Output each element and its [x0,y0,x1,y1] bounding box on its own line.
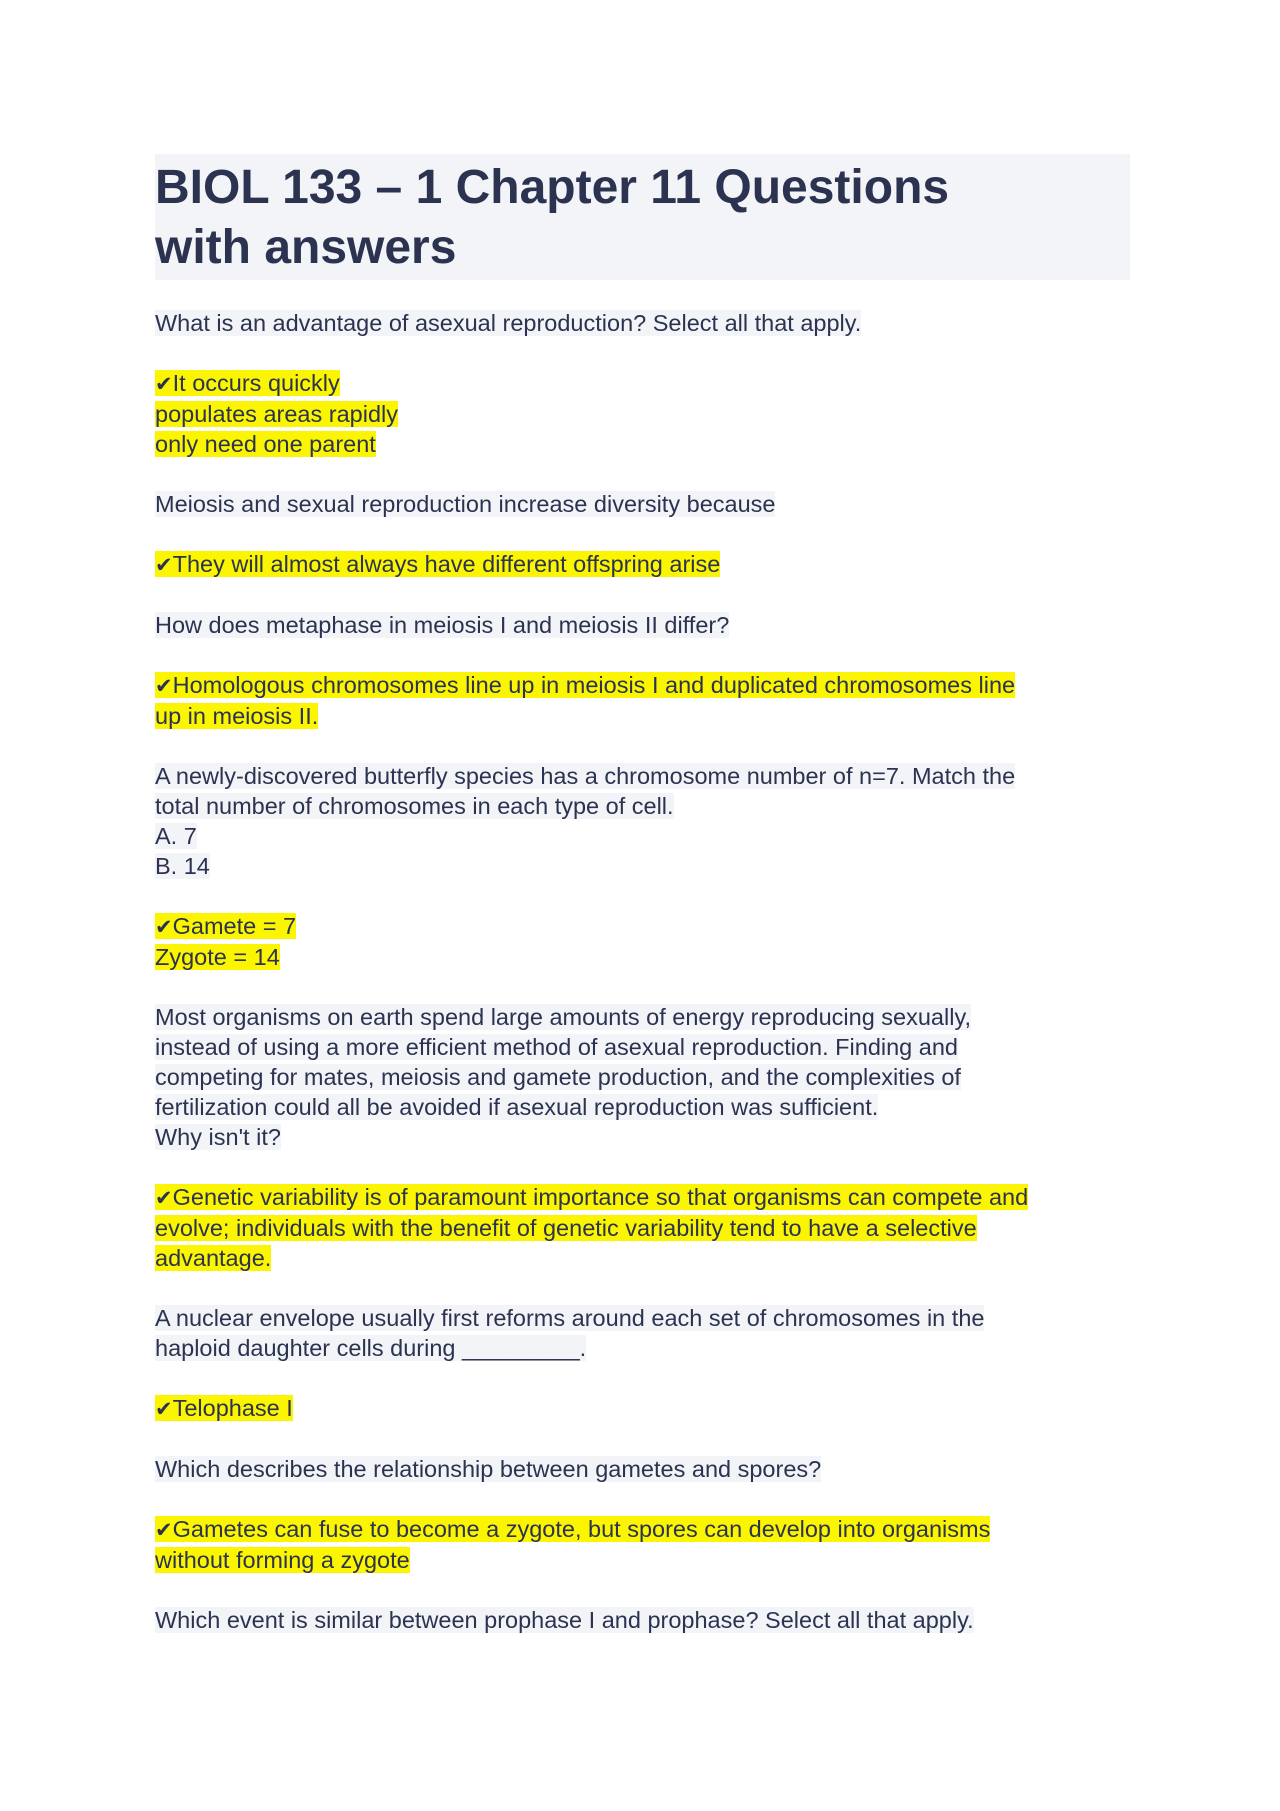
check-icon: ✔ [155,553,173,577]
question-line: Which describes the relationship between gametes and spores? [155,1456,822,1482]
question [155,610,1130,640]
question-line: competing for mates, meiosis and gamete production, and the complexities of [155,1064,961,1090]
check-icon: ✔ [155,915,173,939]
check-icon: ✔ [155,1518,173,1542]
title-block [155,154,1130,280]
check-icon: ✔ [155,372,173,396]
question-line: instead of using a more efficient method of asexual reproduction. Finding and [155,1034,958,1060]
page-title [155,158,1130,278]
question [155,1605,1130,1635]
question-line: A. 7 [155,823,197,849]
question-line: Why isn't it? [155,1124,281,1150]
qa-item [155,1454,1130,1575]
answer-line: They will almost always have different offspring arise [172,551,721,577]
answer-line: only need one parent [155,431,376,457]
question-line: How does metaphase in meiosis I and meiosis II differ? [155,612,730,638]
qa-item [155,308,1130,459]
answer [155,1393,1130,1424]
answer [155,368,1130,459]
question-line: B. 14 [155,853,210,879]
document-page [155,154,1130,1665]
check-icon: ✔ [155,674,173,698]
qa-item [155,489,1130,580]
question [155,1002,1130,1152]
answer [155,1514,1130,1575]
answer [155,911,1130,972]
answer-line: populates areas rapidly [155,401,398,427]
answer-line: Gametes can fuse to become a zygote, but spores can develop into organisms [172,1516,991,1542]
question-line: A nuclear envelope usually first reforms around each set of chromosomes in the [155,1305,985,1331]
answer-line: It occurs quickly [172,370,340,396]
answer-line: without forming a zygote [155,1547,410,1573]
check-icon: ✔ [155,1397,173,1421]
question-line: total number of chromosomes in each type of cell. [155,793,674,819]
qa-item [155,1002,1130,1273]
answer [155,670,1130,731]
qa-item [155,761,1130,972]
qa-item [155,1605,1130,1635]
answer-line: Homologous chromosomes line up in meiosis I and duplicated chromosomes line [172,672,1016,698]
answer-line: evolve; individuals with the benefit of genetic variability tend to have a selective [155,1215,977,1241]
answer-line: Telophase I [172,1395,293,1421]
question-line: A newly-discovered butterfly species has a chromosome number of n=7. Match the [155,763,1016,789]
question-line: What is an advantage of asexual reproduction? Select all that apply. [155,310,862,336]
question-line: fertilization could all be avoided if asexual reproduction was sufficient. [155,1094,879,1120]
question-line: Meiosis and sexual reproduction increase diversity because [155,491,776,517]
question [155,308,1130,338]
question [155,489,1130,519]
qa-item [155,1303,1130,1424]
answer-line: Genetic variability is of paramount importance so that organisms can compete and [172,1184,1029,1210]
question-line: Which event is similar between prophase I and prophase? Select all that apply. [155,1607,974,1633]
title-line: BIOL 133 – 1 Chapter 11 Questions [155,161,950,214]
qa-item [155,610,1130,731]
check-icon: ✔ [155,1186,173,1210]
question-line: Most organisms on earth spend large amounts of energy reproducing sexually, [155,1004,971,1030]
question [155,1454,1130,1484]
question-line: haploid daughter cells during _________. [155,1335,587,1361]
answer-line: advantage. [155,1245,272,1271]
answer [155,1182,1130,1273]
question [155,1303,1130,1363]
qa-list [155,308,1130,1635]
answer-line: Gamete = 7 [172,913,297,939]
answer-line: up in meiosis II. [155,703,319,729]
title-line: with answers [155,221,457,274]
question [155,761,1130,881]
answer [155,549,1130,580]
answer-line: Zygote = 14 [155,944,280,970]
